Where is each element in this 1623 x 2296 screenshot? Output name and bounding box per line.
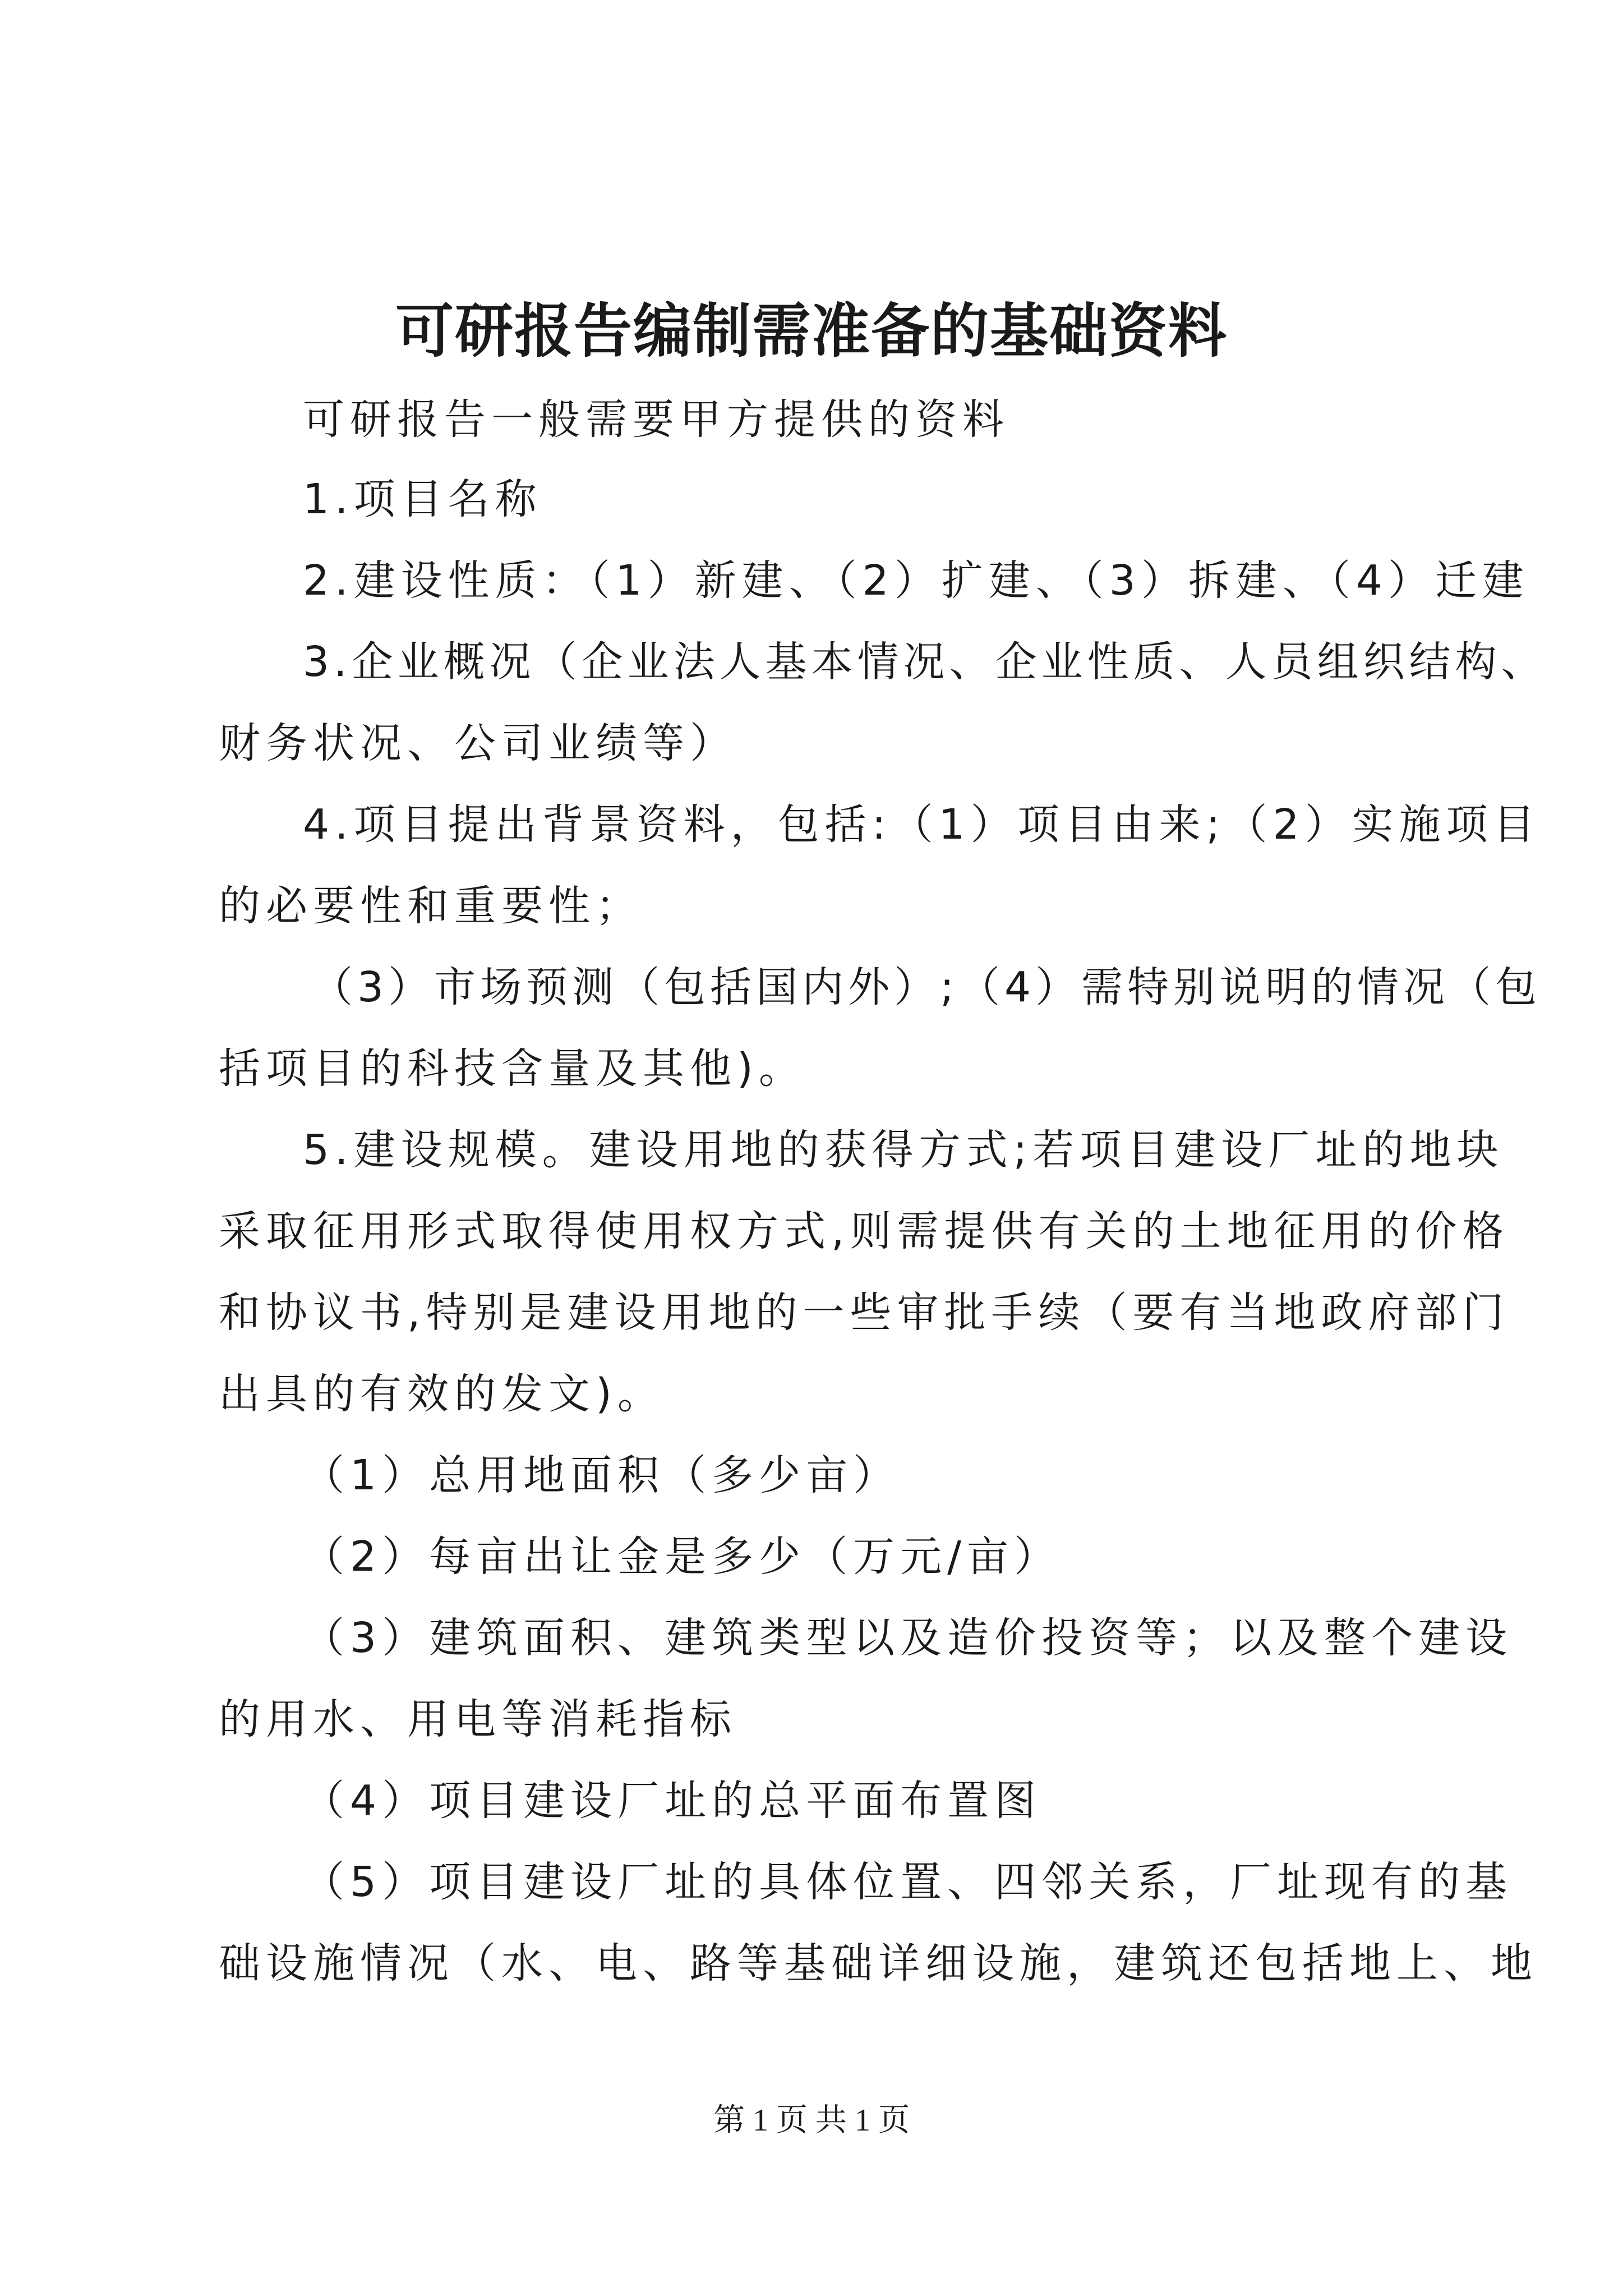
sub-item-2-transfer-fee: （2）每亩出让金是多少（万元/亩）	[303, 1533, 1062, 1581]
document-title: 可研报告编制需准备的基础资料	[395, 296, 1228, 365]
item-5-scale: 5.建设规模。建设用地的获得方式;若项目建设厂址的地块	[303, 1126, 1504, 1174]
item-2-construction-nature: 2.建设性质：（1）新建、（2）扩建、（3）拆建、（4）迁建	[303, 556, 1529, 605]
item-4-sub-continuation: 括项目的科技含量及其他)。	[219, 1045, 806, 1093]
sub-item-5-site-location: （5）项目建设厂址的具体位置、四邻关系，厂址现有的基	[303, 1858, 1513, 1906]
sub-item-5-continuation: 础设施情况（水、电、路等基础详细设施，建筑还包括地上、地	[219, 1939, 1538, 1987]
item-3-company-overview: 3.企业概况（企业法人基本情况、企业性质、人员组织结构、	[303, 638, 1547, 686]
item-5-line-3: 和协议书,特别是建设用地的一些审批手续（要有当地政府部门	[219, 1289, 1510, 1337]
item-3-continuation: 财务状况、公司业绩等）	[219, 719, 737, 767]
item-4-background: 4.项目提出背景资料，包括:（1）项目由来;（2）实施项目	[303, 800, 1541, 849]
item-5-line-4: 出具的有效的发文)。	[219, 1370, 665, 1418]
item-1-project-name: 1.项目名称	[303, 475, 542, 523]
sub-item-3-building-area: （3）建筑面积、建筑类型以及造价投资等；以及整个建设	[303, 1614, 1513, 1662]
paragraph-intro: 可研报告一般需要甲方提供的资料	[303, 395, 1009, 444]
item-4-sub-3-4: （3）市场预测（包括国内外）;（4）需特别说明的情况（包	[311, 963, 1542, 1011]
sub-item-4-site-plan: （4）项目建设厂址的总平面布置图	[303, 1777, 1042, 1825]
sub-item-3-continuation: 的用水、用电等消耗指标	[219, 1695, 737, 1743]
item-5-line-2: 采取征用形式取得使用权方式,则需提供有关的土地征用的价格	[219, 1207, 1510, 1255]
page-footer: 第 1 页 共 1 页	[713, 2103, 910, 2138]
item-4-continuation: 的必要性和重要性；	[219, 882, 643, 930]
sub-item-1-land-area: （1）总用地面积（多少亩）	[303, 1451, 901, 1499]
